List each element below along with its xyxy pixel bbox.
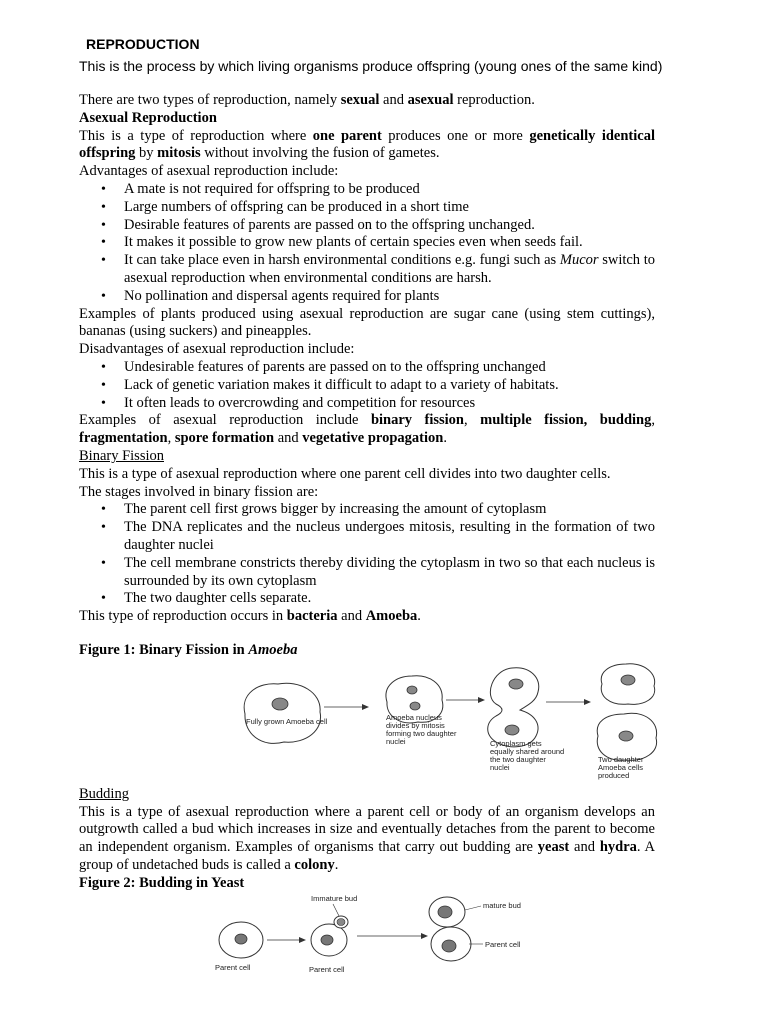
binary-fission-heading: Binary Fission xyxy=(79,447,164,464)
nucleus-icon xyxy=(621,675,635,685)
disadvantages-intro: Disadvantages of asexual reproduction include: xyxy=(79,341,355,358)
pointer-line xyxy=(465,906,481,910)
amoeba-cell-1 xyxy=(244,683,320,743)
figure-1-binary-fission xyxy=(174,662,674,782)
nucleus-icon xyxy=(407,686,417,694)
list-item: • The DNA replicates and the nucleus undergoes mitosis, resulting in the formation of two daughter nuclei xyxy=(79,519,655,555)
types-paragraph: There are two types of reproduction, namely sexual and asexual reproduction. xyxy=(79,92,535,108)
arrow-head-icon xyxy=(421,933,428,939)
list-item: • Lack of genetic variation makes it difficult to adapt to a variety of habitats. xyxy=(79,377,655,395)
nucleus-icon xyxy=(509,679,523,689)
arrow-head-icon xyxy=(299,937,306,943)
fig1-label-c1: Cytoplasm gets xyxy=(490,738,542,748)
figure-2-title: Figure 2: Budding in Yeast xyxy=(79,874,245,891)
fig1-label-d2: Amoeba cells xyxy=(598,762,644,772)
fig1-label-c4: nuclei xyxy=(490,762,510,772)
arrow-head-icon xyxy=(362,704,369,710)
fig2-label-parent-cell-3: Parent cell xyxy=(485,940,521,950)
nucleus-icon xyxy=(410,702,420,710)
fig1-label-b2: divides by mitosis xyxy=(386,720,445,730)
fig1-label-b4: nuclei xyxy=(386,736,406,746)
arrow-head-icon xyxy=(584,699,591,705)
list-item: • It often leads to overcrowding and competition for resources xyxy=(79,395,655,413)
list-item: • No pollination and dispersal agents required for plants xyxy=(79,288,655,306)
page-title: REPRODUCTION xyxy=(86,36,200,52)
list-item: • The parent cell first grows bigger by increasing the amount of cytoplasm xyxy=(79,501,655,519)
fig1-label-b1: Amoeba nucleus xyxy=(386,712,442,722)
plants-examples: Examples of plants produced using asexual reproduction are sugar cane (using stem cuttings), bananas (using suckers) and pineapples. xyxy=(79,305,655,340)
fig1-label-c3: the two daughter xyxy=(490,754,546,764)
list-item: • The two daughter cells separate. xyxy=(79,590,655,608)
asexual-definition: This is a type of reproduction where one parent produces one or more genetically identical offspring by mitosis without involving the fusion of gametes. xyxy=(79,127,656,162)
fig1-label-b3: forming two daughter xyxy=(386,728,457,738)
figure-2-budding-yeast xyxy=(199,892,619,978)
fig1-label-d3: produced xyxy=(598,770,630,780)
nucleus-icon xyxy=(442,940,456,952)
list-item: • The cell membrane constricts thereby dividing the cytoplasm in two so that each nucleus is surrounded by its own cytoplasm xyxy=(79,555,655,591)
advantages-list xyxy=(79,181,655,306)
nucleus-icon xyxy=(505,725,519,735)
fig1-label-d1: Two daughter xyxy=(598,754,644,764)
budding-heading: Budding xyxy=(79,785,129,802)
fig1-label-c2: equally shared around xyxy=(490,746,565,756)
nucleus-icon xyxy=(438,906,452,918)
list-item: • It can take place even in harsh environmental conditions e.g. fungi such as Mucor switch to asexual reproduction when environmental conditions are harsh. xyxy=(79,252,655,288)
stages-intro: The stages involved in binary fission are: xyxy=(79,483,319,500)
occurs-paragraph: This type of reproduction occurs in bacteria and Amoeba. xyxy=(79,608,421,625)
asexual-heading: Asexual Reproduction xyxy=(79,109,217,126)
nucleus-icon xyxy=(619,731,633,741)
budding-definition: This is a type of asexual reproduction where a parent cell or body of an organism develops an outgrowth called a bud which increases in size and eventually detaches from the parent to become an independent organism. Examples of organisms that carry out budding are yeast and hydra. A group of undetached buds is called a colony. xyxy=(79,803,656,873)
fig2-label-parent-cell-1: Parent cell xyxy=(215,963,251,973)
pointer-line xyxy=(333,904,339,916)
stages-list xyxy=(79,501,655,608)
list-item: • Undesirable features of parents are passed on to the offspring unchanged xyxy=(79,359,655,377)
list-item: • Desirable features of parents are passed on to the offspring unchanged. xyxy=(79,217,655,235)
bud-nucleus-icon xyxy=(337,919,345,926)
arrow-head-icon xyxy=(478,697,485,703)
fig1-label-a: Fully grown Amoeba cell xyxy=(246,716,328,726)
intro-line: This is the process by which living organisms produce offspring (young ones of the same kind) xyxy=(79,58,663,74)
figure-1-title: Figure 1: Binary Fission in Amoeba xyxy=(79,641,298,658)
list-item: • Large numbers of offspring can be produced in a short time xyxy=(79,199,655,217)
nucleus-icon xyxy=(321,935,333,945)
list-item: • It makes it possible to grow new plants of certain species even when seeds fail. xyxy=(79,234,655,252)
fig2-label-mature-bud: mature bud xyxy=(483,901,521,911)
document-body xyxy=(79,92,655,978)
binary-fission-definition: This is a type of asexual reproduction where one parent cell divides into two daughter cells. xyxy=(79,465,611,482)
list-item: • A mate is not required for offspring to be produced xyxy=(79,181,655,199)
advantages-intro: Advantages of asexual reproduction include: xyxy=(79,163,339,180)
fig2-label-parent-cell-2: Parent cell xyxy=(309,965,345,975)
asexual-examples: Examples of asexual reproduction include binary fission, multiple fission, budding, fragmentation, spore formation and vegetative propagation. xyxy=(79,412,655,447)
disadvantages-list xyxy=(79,359,655,412)
nucleus-icon xyxy=(235,934,247,944)
nucleus-icon xyxy=(272,698,288,710)
fig2-label-immature-bud: Immature bud xyxy=(311,894,358,904)
